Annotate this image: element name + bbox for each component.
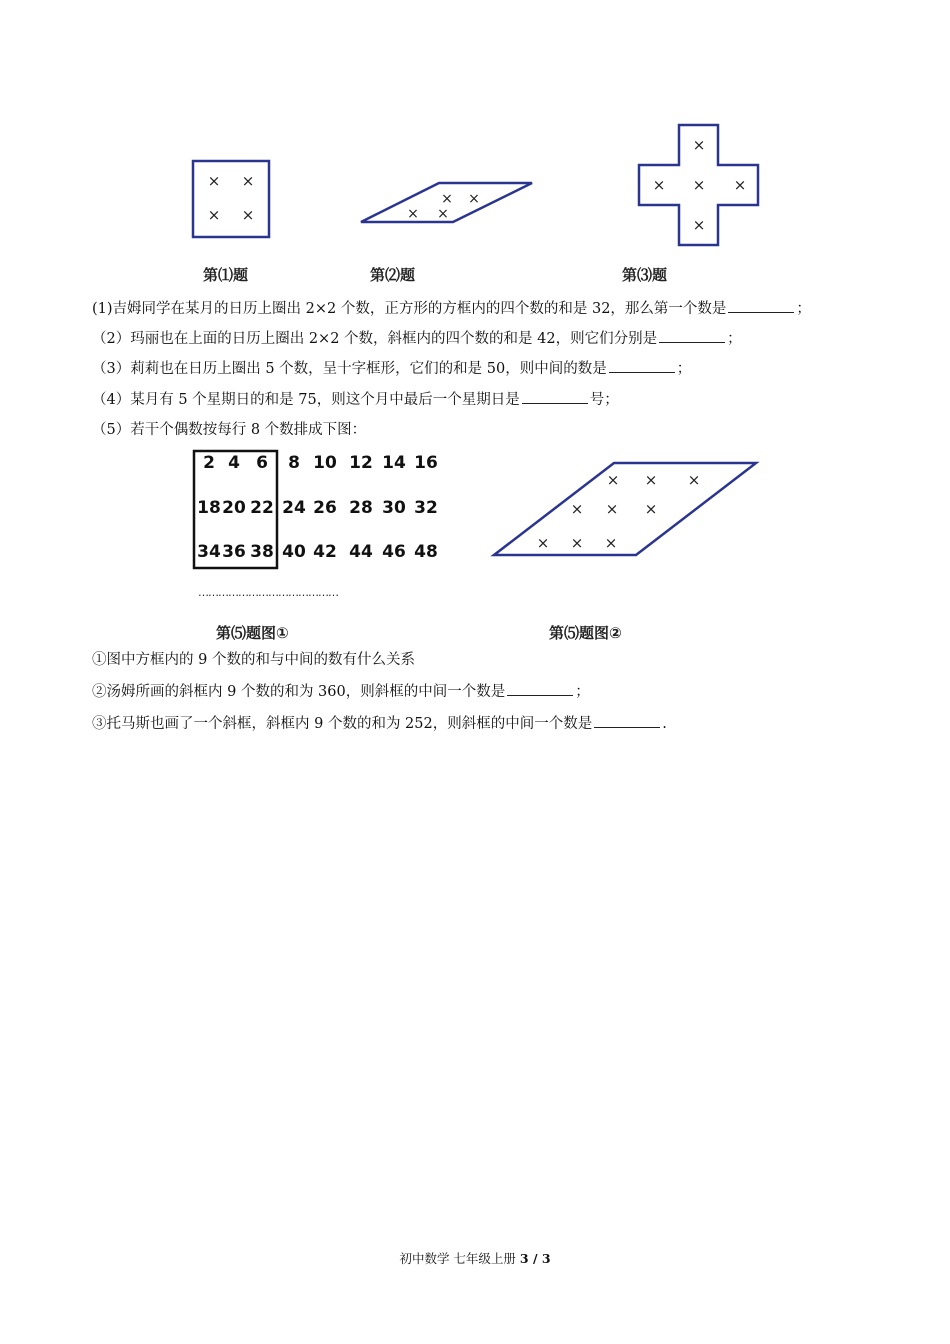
cross-mark: × [692,176,706,194]
grid-number: 10 [313,453,337,473]
question-4-text: （4）某月有 5 个星期日的和是 75，则这个月中最后一个星期日是 [92,392,520,408]
grid-number: 24 [282,498,306,518]
question-5 [92,420,366,440]
grid-number: 8 [288,453,300,473]
square-frame [193,161,269,237]
answer-blank[interactable] [609,358,675,373]
cross-mark: × [570,534,584,552]
answer-blank[interactable] [728,298,794,313]
subquestion-2-text: ②汤姆所画的斜框内 9 个数的和为 360，则斜框的中间一个数是 [92,684,506,700]
grid-number: 26 [313,498,337,518]
figure-3-cross [636,122,762,248]
figure-5-grid [188,446,450,606]
footer-page-number: 3 / 3 [519,1251,551,1266]
subquestion-1-text: ①图中方框内的 9 个数的和与中间的数有什么关系 [92,652,415,668]
cross-mark: × [441,191,453,207]
cross-mark: × [570,500,584,518]
cross-mark: × [207,172,221,190]
grid-number: 30 [382,498,406,518]
cross-mark: × [605,500,619,518]
grid-number: 44 [349,542,373,562]
grid-number: 20 [222,498,246,518]
grid-number: 28 [349,498,373,518]
subquestion-2-end: ； [575,684,590,700]
figure-5b-caption: 第⑸题图② [549,624,622,642]
question-2 [92,328,742,349]
cross-mark: × [241,172,255,190]
grid-number: 18 [197,498,221,518]
cross-mark: × [652,176,666,194]
figure-5a-caption: 第⑸题图① [216,624,289,642]
grid-number: 32 [414,498,438,518]
subquestion-3-end: . [662,716,667,732]
footer-subject: 初中数学 七年级上册 [399,1251,520,1266]
question-1-end: ； [796,301,811,317]
grid-number: 16 [414,453,438,473]
grid-dots: …………………………………… [198,586,338,599]
grid-number: 48 [414,542,438,562]
question-2-text: （2）玛丽也在上面的日历上圈出 2×2 个数，斜框内的四个数的和是 42，则它们分别是 [92,331,658,347]
figure-3-caption: 第⑶题 [622,266,668,284]
cross-mark: × [407,206,419,222]
question-5-text: （5）若干个偶数按每行 8 个数排成下图： [92,422,367,438]
figure-2-parallelogram [356,178,536,226]
answer-blank[interactable] [594,713,660,728]
figure-2-caption: 第⑵题 [370,266,416,284]
grid-number: 38 [250,542,274,562]
cross-mark: × [692,216,706,234]
grid-numbers [197,453,438,562]
question-4 [92,389,619,410]
question-2-end: ； [727,331,742,347]
cross-mark: × [604,534,618,552]
cross-mark: × [733,176,747,194]
answer-blank[interactable] [507,681,573,696]
grid-number: 12 [349,453,373,473]
parallelogram-frame [494,463,756,555]
grid-number: 14 [382,453,406,473]
question-3-text: （3）莉莉也在日历上圈出 5 个数，呈十字框形，它们的和是 50，则中间的数是 [92,361,607,377]
question-3 [92,358,691,379]
grid-number: 34 [197,542,221,562]
grid-number: 4 [228,453,240,473]
cross-mark: × [606,471,620,489]
answer-blank[interactable] [522,389,588,404]
cross-mark: × [644,500,658,518]
cross-mark: × [437,206,449,222]
answer-blank[interactable] [659,328,725,343]
subquestion-1 [92,650,415,670]
subquestion-3-text: ③托马斯也画了一个斜框，斜框内 9 个数的和为 252，则斜框的中间一个数是 [92,716,593,732]
grid-number: 46 [382,542,406,562]
grid-number: 2 [203,453,215,473]
grid-number: 42 [313,542,337,562]
cross-mark: × [644,471,658,489]
cross-mark: × [687,471,701,489]
cross-mark: × [692,136,706,154]
grid-number: 36 [222,542,246,562]
grid-number: 22 [250,498,274,518]
question-3-end: ； [676,361,692,377]
question-1-text: (1)吉姆同学在某月的日历上圈出 2×2 个数，正方形的方框内的四个数的和是 32，那么第一个数是 [92,301,727,317]
cross-mark: × [536,534,550,552]
grid-number: 6 [256,453,268,473]
cross-mark: × [468,191,480,207]
figure-5-parallelogram [490,458,762,560]
grid-number: 40 [282,542,306,562]
figure-1-caption: 第⑴题 [203,266,249,284]
cross-mark: × [207,206,221,224]
question-4-end: 号； [589,392,619,408]
subquestion-3 [92,713,667,734]
subquestion-2 [92,681,590,702]
page-footer [0,1249,950,1267]
figure-1-square [190,158,274,240]
question-1 [92,298,811,319]
cross-mark: × [241,206,255,224]
